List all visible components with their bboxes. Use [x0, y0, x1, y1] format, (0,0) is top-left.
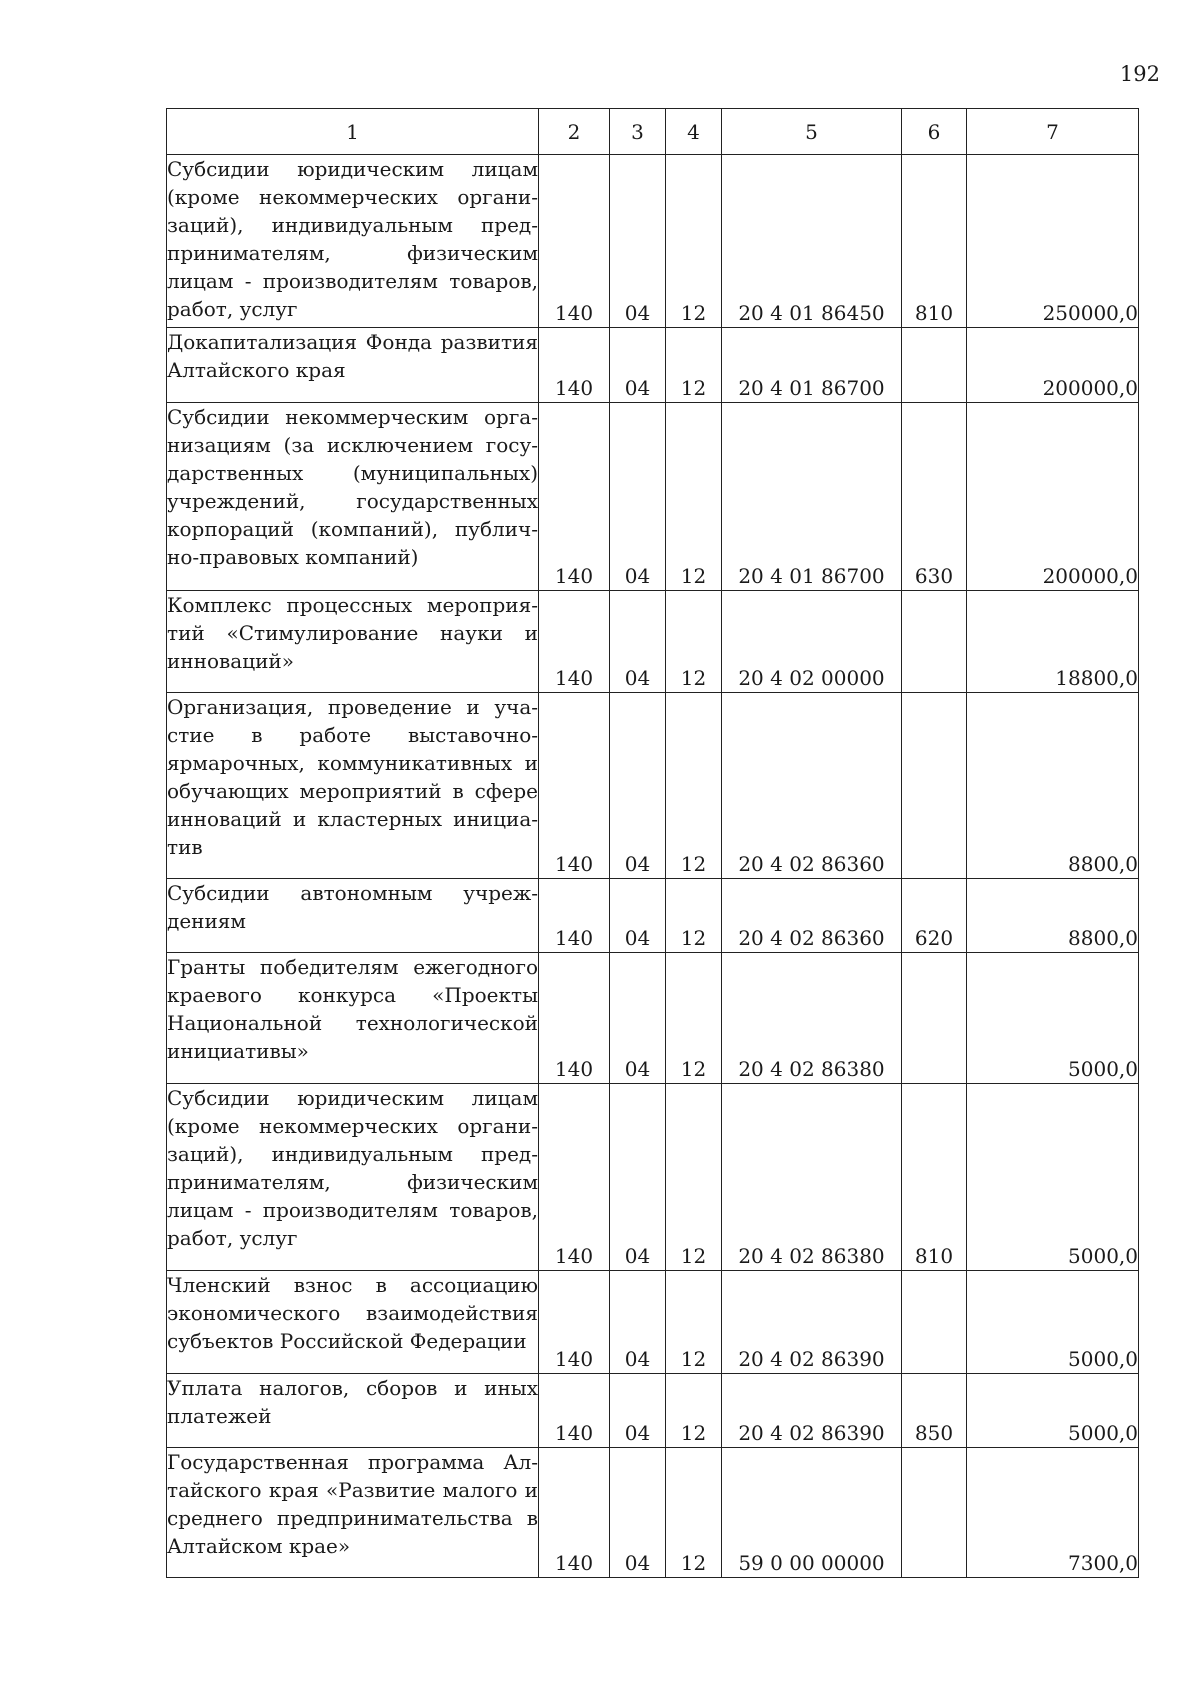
- row-amount: 5000,0: [967, 1084, 1139, 1271]
- row-amount: 8800,0: [967, 879, 1139, 953]
- row-subsection: 12: [666, 1374, 722, 1448]
- row-subsection: 12: [666, 1271, 722, 1374]
- row-subsection: 12: [666, 403, 722, 591]
- table-row: [167, 591, 1139, 693]
- row-type: [902, 591, 967, 693]
- table-row: [167, 879, 1139, 953]
- table-row: [167, 1448, 1139, 1578]
- row-admin: 140: [539, 953, 610, 1084]
- row-amount: 250000,0: [967, 155, 1139, 328]
- row-admin: 140: [539, 1374, 610, 1448]
- row-subsection: 12: [666, 693, 722, 879]
- row-subsection: 12: [666, 1448, 722, 1578]
- row-name: Субсидии некоммерческим орга-низациям (за исключением госу-дарственных (муниципальных) учреждений, государственных корпораций (компаний), публич-но-правовых компаний): [167, 403, 539, 591]
- row-amount: 7300,0: [967, 1448, 1139, 1578]
- row-admin: 140: [539, 1271, 610, 1374]
- row-name: Членский взнос в ассоциацию экономического взаимодействия субъектов Российской Федерации: [167, 1271, 539, 1374]
- row-type: [902, 953, 967, 1084]
- row-section: 04: [610, 328, 666, 403]
- table-row: [167, 1084, 1139, 1271]
- row-type: 630: [902, 403, 967, 591]
- row-section: 04: [610, 1271, 666, 1374]
- row-code: 20 4 02 86360: [722, 879, 902, 953]
- row-type: 810: [902, 155, 967, 328]
- row-admin: 140: [539, 1084, 610, 1271]
- header-col-2: 2: [539, 109, 610, 155]
- row-admin: 140: [539, 328, 610, 403]
- row-name: Субсидии автономным учреж-дениям: [167, 879, 539, 953]
- row-code: 20 4 02 86390: [722, 1374, 902, 1448]
- row-amount: 200000,0: [967, 403, 1139, 591]
- row-subsection: 12: [666, 591, 722, 693]
- row-name: Организация, проведение и уча-стие в работе выставочно-ярмарочных, коммуникативных и обучающих мероприятий в сфере инноваций и кластерных инициа-тив: [167, 693, 539, 879]
- table-row: [167, 328, 1139, 403]
- row-code: 20 4 02 86390: [722, 1271, 902, 1374]
- row-amount: 18800,0: [967, 591, 1139, 693]
- table-row: [167, 953, 1139, 1084]
- budget-table: [166, 108, 1139, 1578]
- row-subsection: 12: [666, 879, 722, 953]
- header-col-7: 7: [967, 109, 1139, 155]
- row-type: 620: [902, 879, 967, 953]
- row-name: Субсидии юридическим лицам (кроме некоммерческих органи-заций), индивидуальным пред-принимателям, физическим лицам - производителям товаров, работ, услуг: [167, 1084, 539, 1271]
- row-section: 04: [610, 879, 666, 953]
- row-code: 20 4 02 00000: [722, 591, 902, 693]
- row-section: 04: [610, 1374, 666, 1448]
- row-section: 04: [610, 953, 666, 1084]
- row-type: [902, 1271, 967, 1374]
- row-type: 810: [902, 1084, 967, 1271]
- table-row: [167, 1271, 1139, 1374]
- row-admin: 140: [539, 1448, 610, 1578]
- row-code: 20 4 01 86700: [722, 403, 902, 591]
- row-amount: 5000,0: [967, 1374, 1139, 1448]
- row-type: [902, 1448, 967, 1578]
- row-admin: 140: [539, 403, 610, 591]
- row-subsection: 12: [666, 328, 722, 403]
- table-row: [167, 693, 1139, 879]
- row-admin: 140: [539, 879, 610, 953]
- header-col-1: 1: [167, 109, 539, 155]
- row-code: 59 0 00 00000: [722, 1448, 902, 1578]
- row-section: 04: [610, 1084, 666, 1271]
- row-name: Государственная программа Ал-тайского края «Развитие малого и среднего предпринимательства в Алтайском крае»: [167, 1448, 539, 1578]
- row-type: 850: [902, 1374, 967, 1448]
- row-amount: 5000,0: [967, 953, 1139, 1084]
- row-section: 04: [610, 155, 666, 328]
- table-row: [167, 155, 1139, 328]
- row-code: 20 4 02 86360: [722, 693, 902, 879]
- row-type: [902, 693, 967, 879]
- row-code: 20 4 02 86380: [722, 953, 902, 1084]
- row-admin: 140: [539, 155, 610, 328]
- row-code: 20 4 01 86700: [722, 328, 902, 403]
- page-number: 192: [1119, 62, 1160, 86]
- row-admin: 140: [539, 693, 610, 879]
- row-type: [902, 328, 967, 403]
- row-name: Гранты победителям ежегодного краевого конкурса «Проекты Национальной технологической инициативы»: [167, 953, 539, 1084]
- row-code: 20 4 02 86380: [722, 1084, 902, 1271]
- row-name: Докапитализация Фонда развития Алтайского края: [167, 328, 539, 403]
- row-section: 04: [610, 591, 666, 693]
- row-amount: 8800,0: [967, 693, 1139, 879]
- row-section: 04: [610, 1448, 666, 1578]
- table-row: [167, 403, 1139, 591]
- row-section: 04: [610, 403, 666, 591]
- header-col-6: 6: [902, 109, 967, 155]
- header-col-4: 4: [666, 109, 722, 155]
- table-row: [167, 1374, 1139, 1448]
- row-name: Субсидии юридическим лицам (кроме некоммерческих органи-заций), индивидуальным пред-принимателям, физическим лицам - производителям товаров, работ, услуг: [167, 155, 539, 328]
- header-col-5: 5: [722, 109, 902, 155]
- header-col-3: 3: [610, 109, 666, 155]
- header-row: [167, 109, 1139, 155]
- row-code: 20 4 01 86450: [722, 155, 902, 328]
- row-amount: 200000,0: [967, 328, 1139, 403]
- row-admin: 140: [539, 591, 610, 693]
- row-subsection: 12: [666, 155, 722, 328]
- row-name: Уплата налогов, сборов и иных платежей: [167, 1374, 539, 1448]
- row-subsection: 12: [666, 953, 722, 1084]
- row-amount: 5000,0: [967, 1271, 1139, 1374]
- row-section: 04: [610, 693, 666, 879]
- row-name: Комплекс процессных мероприя-тий «Стимулирование науки и инноваций»: [167, 591, 539, 693]
- row-subsection: 12: [666, 1084, 722, 1271]
